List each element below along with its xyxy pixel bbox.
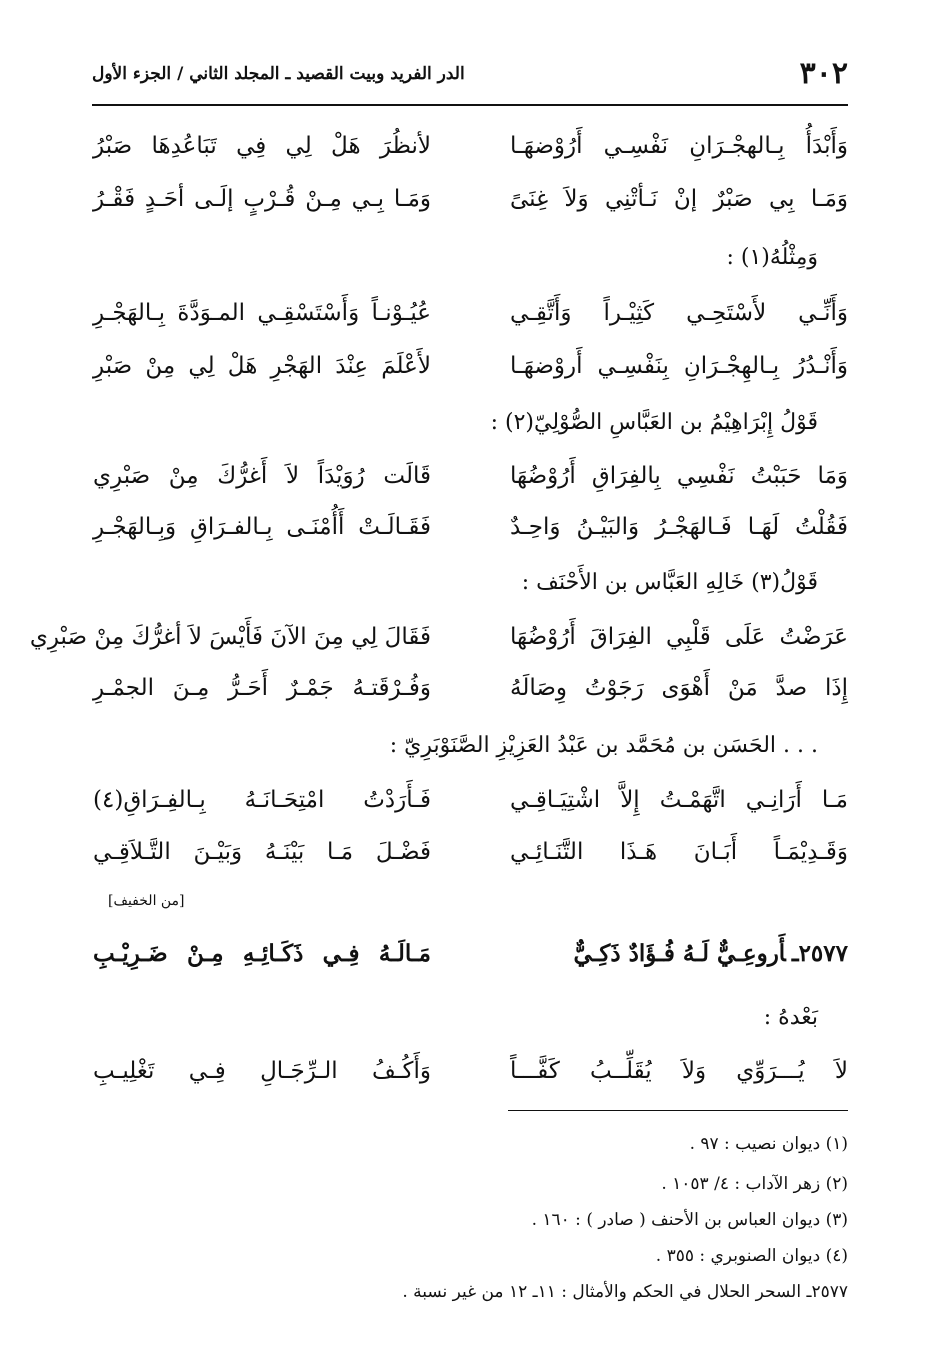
verse-second-hemistich: مَـالَـهُ فِـي ذَكَـائِـهِ مِـنْ ضَـرِيْـبِ: [93, 940, 431, 967]
verse-second-hemistich: وَفُـرْقَتـهُ جَمْـرٌ أَحَـرُّ مِـنَ الجمْـرِ: [93, 675, 431, 701]
verse: [93, 839, 848, 883]
verse-first-hemistich: وَأَنِّـي لأَسْتَحِـي كَثِيْـراً وَأَتَّقِـي: [510, 300, 848, 326]
verse-second-hemistich: فَضْـلَ مَـا بَيْنَـهُ وَبَيْـنَ التَّـلاَقِـي: [93, 839, 431, 865]
verse-block: [29, 0, 848, 1372]
intro-line: بَعْدهُ :: [763, 1005, 818, 1030]
verse: [93, 353, 848, 397]
verse-first-hemistich: وَأَنْـدُرُ بِـالهِجْـرَانِ بِنَفْسِـي أَروْضهَـا: [510, 353, 848, 379]
verse: [93, 675, 848, 719]
verse-first-hemistich: وَمَـا بِي صَبْرٌ إنْ نَـأتْنِي وَلاَ غِنَىً: [510, 186, 848, 212]
footnote: (٢) زهر الآداب : ٤/ ١٠٥٣ .: [661, 1174, 848, 1194]
verse: [93, 463, 848, 507]
verse-second-hemistich: لأنظُرَ هَلْ لِي فِي تَبَاعُدِهَا صَبْرُ: [93, 133, 431, 159]
verse-first-hemistich: لاَ يُـــرَوِّي وَلاَ يُقَلِّــبُ كَفَّـــاً: [510, 1058, 848, 1084]
verse-second-hemistich: قَالَت رُوَيْدَاً لاَ أَغرُّكَ مِنْ صَبْرِي: [93, 463, 431, 489]
verse: [93, 787, 848, 831]
verse-second-hemistich: لأَعْلَمَ عِنْدَ الهَجْرِ هَلْ لِي مِنْ صَبْرِ: [93, 353, 431, 379]
verse-first-hemistich: [488, 940, 848, 967]
verse: [93, 186, 848, 230]
footnote: ٢٥٧٧ـ السحر الحلال في الحكم والأمثال : ١١ـ ١٢ من غير نسبة .: [402, 1282, 848, 1302]
verse: [93, 514, 848, 558]
verse-second-hemistich: عُيُـوْنـاً وَأَسْتَسْقِـي المـوَدَّةَ بِـالهَجْـرِ: [93, 300, 431, 326]
verse-first-hemistich: عَرَضْتُ عَلَى قَلْبِي الفِرَاقَ أَرُوْضُهَا: [510, 624, 848, 650]
footnote: (٣) ديوان العباس بن الأحنف ( صادر ) : ١٦٠ .: [531, 1210, 848, 1230]
verse-first-hemistich: وَمَا حَبَبْتُ نَفْسِي بِالفِرَاقِ أَرُوْضُهَا: [510, 463, 848, 489]
intro-line: وَمِثْلُهُ(١) :: [726, 245, 818, 270]
verse: [93, 300, 848, 344]
footnote-rule: [508, 1110, 848, 1111]
verse-second-hemistich: فَـأَرَدْتُ امْتِحَـانَـهُ بِـالفِـرَاقِ(٤): [93, 787, 431, 813]
verse-first-hemistich: إِذَا صدَّ مَنْ أَهْوَى رَجَوْتُ وِصَالَهُ: [510, 675, 848, 701]
verse-first-hemistich: مَـا أَرَانِـي اتَّهَمْـتُ إِلاَّ اشْتِيَـاقِـي: [510, 787, 848, 813]
footnote: (١) ديوان نصيب : ٩٧ .: [689, 1134, 848, 1154]
verse: [93, 133, 848, 177]
verse-second-hemistich: فَقَـالَـتْ أَأُمْنَـى بِـالفـرَاقِ وَبِـالهَجْـرِ: [93, 514, 431, 540]
verse-first-hemistich-text: أَروعِـيٌّ لَـهُ فُـؤَادٌ ذَكِـيٌّ: [573, 940, 786, 967]
verse-second-hemistich: فَقَالَ لِي مِنَ الآنَ فَأَيْسَ لاَ أغرُّكَ مِنْ صَبْرِي: [29, 624, 431, 650]
intro-line: قَوْلُ(٣) خَالِهِ العَبَّاس بن الأَحْنَف :: [521, 570, 818, 595]
verse-first-hemistich: فَقُلْتُ لَهَـا فَـالهَجْـرُ وَالبَيْـنُ وَاحِـدٌ: [510, 514, 848, 540]
intro-line: . . . الحَسَن بن مُحَمَّد بن عَبْدُ العَزِيْزِ الصَّنَوْبَرِيّ :: [389, 733, 818, 758]
verse-second-hemistich: وَأَكُـفُ الـرِّجَـالِ فِـي تَغْلِيـبِ: [93, 1058, 431, 1084]
verse-number: ٢٥٧٧ـ: [791, 940, 848, 967]
verse: [29, 624, 848, 668]
page-number: ٣٠٢: [799, 56, 848, 91]
verse-first-hemistich: وَأَبْدَأُ بِـالهجْـرَانِ نَفْسِـي أَرُوْضهَـا: [510, 133, 848, 159]
numbered-verse: [93, 940, 848, 984]
running-title: الدر الفريد وبيت القصيد ـ المجلد الثاني / الجزء الأول: [92, 64, 465, 84]
verse-first-hemistich: وَقَـدِيْمَـاً أَبَـانَ هَـذَا التَّنَـائِـي: [510, 839, 848, 865]
verse: [93, 1058, 848, 1102]
footnote: (٤) ديوان الصنوبري : ٣٥٥ .: [655, 1246, 848, 1266]
verse-second-hemistich: وَمَـا بِـي مِـنْ قُـرْبٍ إلَـى أحَـدٍ فَقْـرُ: [93, 186, 431, 212]
meter-label: [من الخفيف]: [108, 893, 185, 909]
intro-line: قَوْلُ إِبْرَاهِيْمُ بن العَبَّاسِ الصُّوْلِيّ(٢) :: [490, 410, 818, 435]
